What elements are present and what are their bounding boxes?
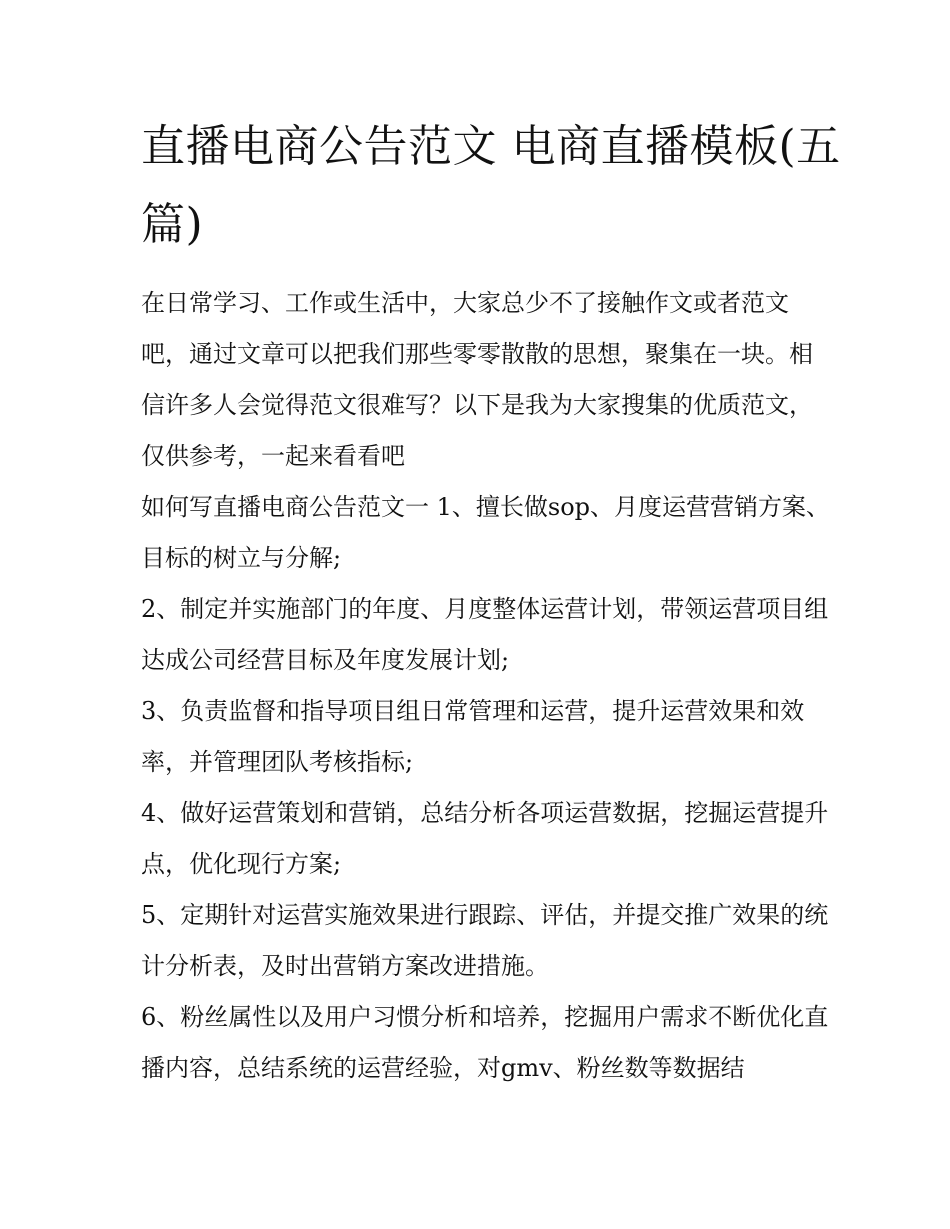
list-item-6: 6、粉丝属性以及用户习惯分析和培养，挖掘用户需求不断优化直播内容，总结系统的运营经验，对gmv、粉丝数等数据结 xyxy=(141,1003,829,1082)
list-item-2: 2、制定并实施部门的年度、月度整体运营计划，带领运营项目组达成公司经营目标及年度发展计划; xyxy=(141,595,829,674)
list-item-3: 3、负责监督和指导项目组日常管理和运营，提升运营效果和效率，并管理团队考核指标; xyxy=(141,697,805,776)
document-title: 直播电商公告范文 电商直播模板(五篇) xyxy=(141,121,841,250)
document-body xyxy=(141,278,831,1094)
list-item-5: 5、定期针对运营实施效果进行跟踪、评估，并提交推广效果的统计分析表，及时出营销方案改进措施。 xyxy=(141,901,829,980)
intro-paragraph: 在日常学习、工作或生活中，大家总少不了接触作文或者范文吧，通过文章可以把我们那些零零散散的思想，聚集在一块。相信许多人会觉得范文很难写？以下是我为大家搜集的优质范文，仅供参考，一起来看看吧 xyxy=(141,289,813,470)
list-item-4: 4、做好运营策划和营销，总结分析各项运营数据，挖掘运营提升点，优化现行方案; xyxy=(141,799,829,878)
list-item-1: 如何写直播电商公告范文一 1、擅长做sop、月度运营营销方案、目标的树立与分解; xyxy=(141,493,831,572)
